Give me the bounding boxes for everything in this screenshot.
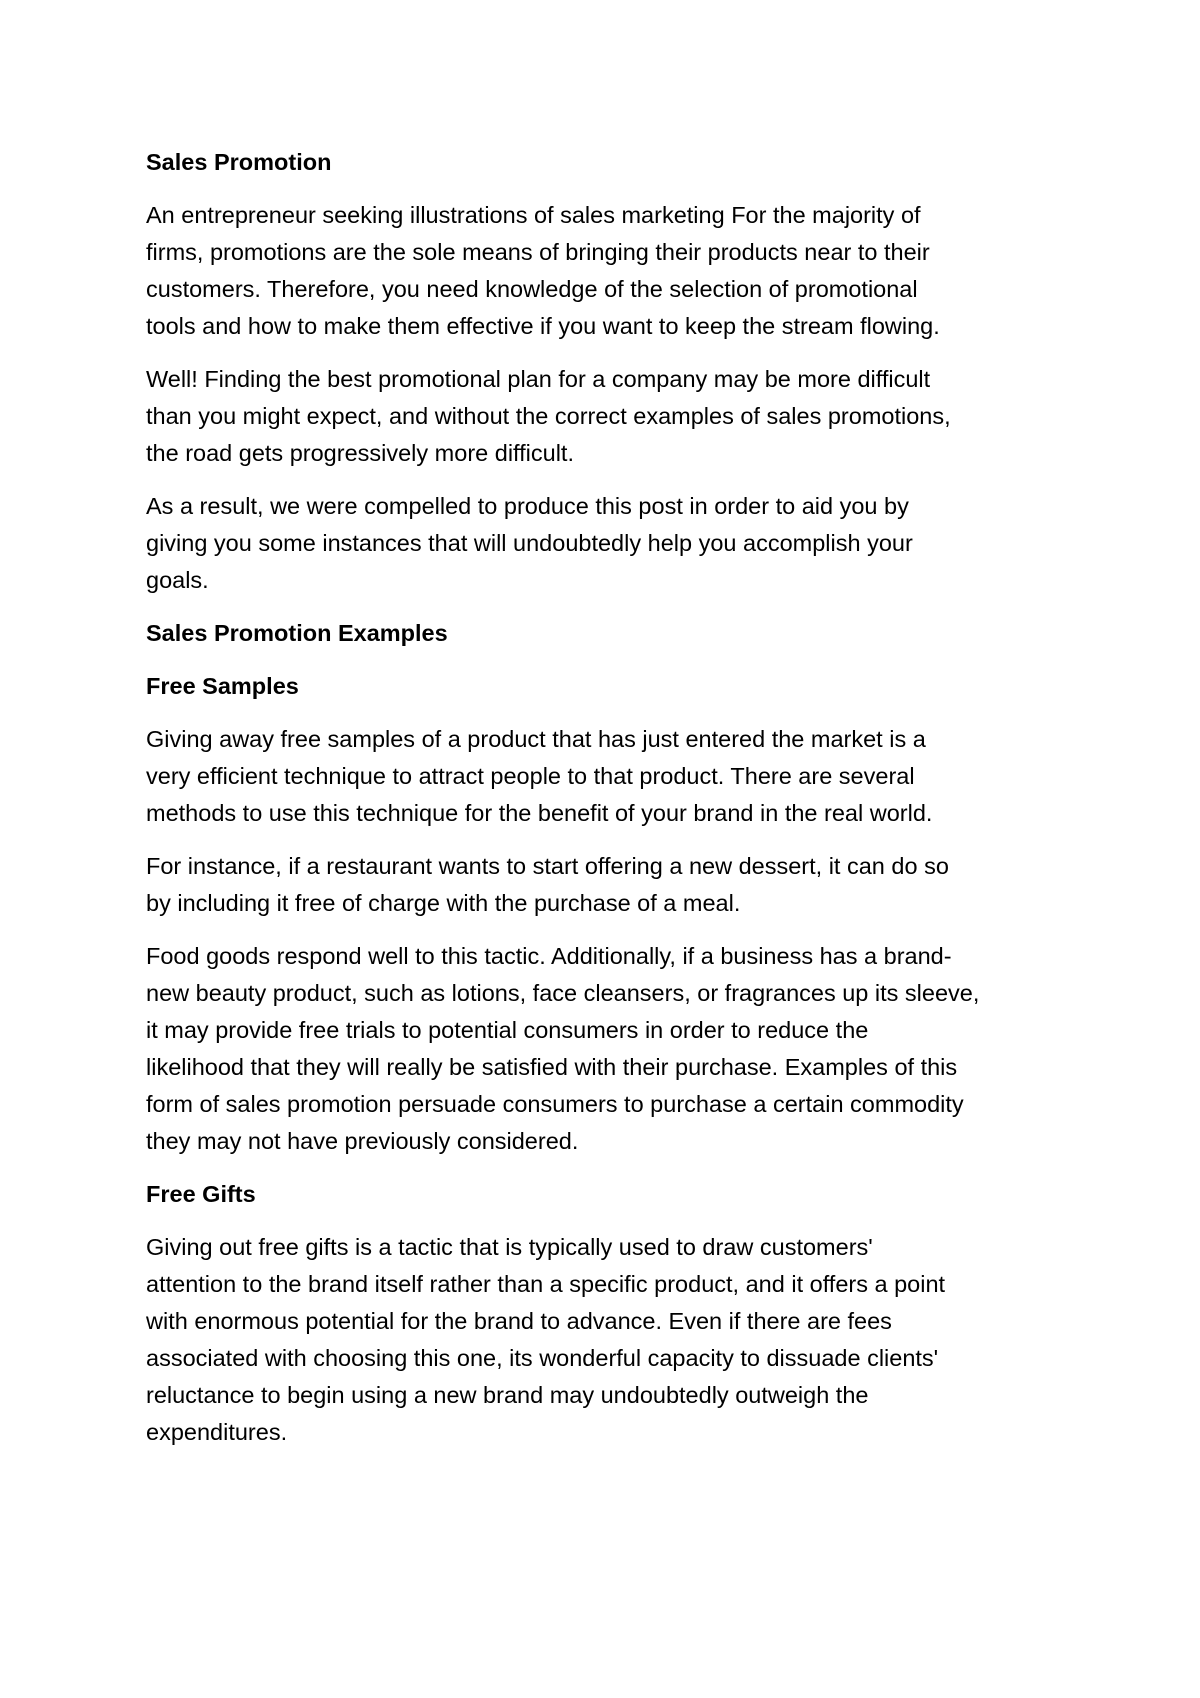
free-gifts-heading: Free Gifts xyxy=(146,1181,256,1207)
document-title: Sales Promotion xyxy=(146,149,332,175)
text-line: attention to the brand itself rather than a specific product, and it offers a point xyxy=(146,1271,946,1297)
text-line: it may provide free trials to potential consumers in order to reduce the xyxy=(146,1017,869,1043)
text-line: Food goods respond well to this tactic. Additionally, if a business has a brand- xyxy=(146,943,952,969)
text-line: they may not have previously considered. xyxy=(146,1128,579,1154)
text-line: goals. xyxy=(146,567,209,593)
examples-heading: Sales Promotion Examples xyxy=(146,620,448,646)
text-line: methods to use this technique for the benefit of your brand in the real world. xyxy=(146,800,933,826)
text-line: expenditures. xyxy=(146,1419,288,1445)
text-line: Well! Finding the best promotional plan for a company may be more difficult xyxy=(146,366,931,392)
text-line: form of sales promotion persuade consumers to purchase a certain commodity xyxy=(146,1091,964,1117)
text-line: reluctance to begin using a new brand may undoubtedly outweigh the xyxy=(146,1382,869,1408)
text-line: the road gets progressively more difficult. xyxy=(146,440,574,466)
text-line: by including it free of charge with the purchase of a meal. xyxy=(146,890,741,916)
text-line: tools and how to make them effective if you want to keep the stream flowing. xyxy=(146,313,940,339)
text-line: customers. Therefore, you need knowledge of the selection of promotional xyxy=(146,276,918,302)
free-samples-paragraph-1 xyxy=(146,721,1066,832)
text-line: associated with choosing this one, its wonderful capacity to dissuade clients' xyxy=(146,1345,939,1371)
intro-paragraph-1 xyxy=(146,197,1066,345)
text-line: An entrepreneur seeking illustrations of sales marketing For the majority of xyxy=(146,202,921,228)
free-gifts-paragraph-1 xyxy=(146,1229,1066,1451)
intro-paragraph-3 xyxy=(146,488,1066,599)
text-line: with enormous potential for the brand to advance. Even if there are fees xyxy=(146,1308,892,1334)
text-line: firms, promotions are the sole means of bringing their products near to their xyxy=(146,239,930,265)
text-line: new beauty product, such as lotions, face cleansers, or fragrances up its sleeve, xyxy=(146,980,980,1006)
text-line: For instance, if a restaurant wants to start offering a new dessert, it can do so xyxy=(146,853,949,879)
text-line: As a result, we were compelled to produce this post in order to aid you by xyxy=(146,493,909,519)
free-samples-heading: Free Samples xyxy=(146,673,299,699)
free-samples-paragraph-3 xyxy=(146,938,1066,1160)
document-body xyxy=(146,144,1066,1467)
text-line: Giving away free samples of a product that has just entered the market is a xyxy=(146,726,926,752)
intro-paragraph-2 xyxy=(146,361,1066,472)
text-line: than you might expect, and without the correct examples of sales promotions, xyxy=(146,403,951,429)
free-samples-paragraph-2 xyxy=(146,848,1066,922)
text-line: very efficient technique to attract people to that product. There are several xyxy=(146,763,915,789)
text-line: Giving out free gifts is a tactic that is typically used to draw customers' xyxy=(146,1234,873,1260)
text-line: likelihood that they will really be satisfied with their purchase. Examples of this xyxy=(146,1054,958,1080)
text-line: giving you some instances that will undoubtedly help you accomplish your xyxy=(146,530,913,556)
